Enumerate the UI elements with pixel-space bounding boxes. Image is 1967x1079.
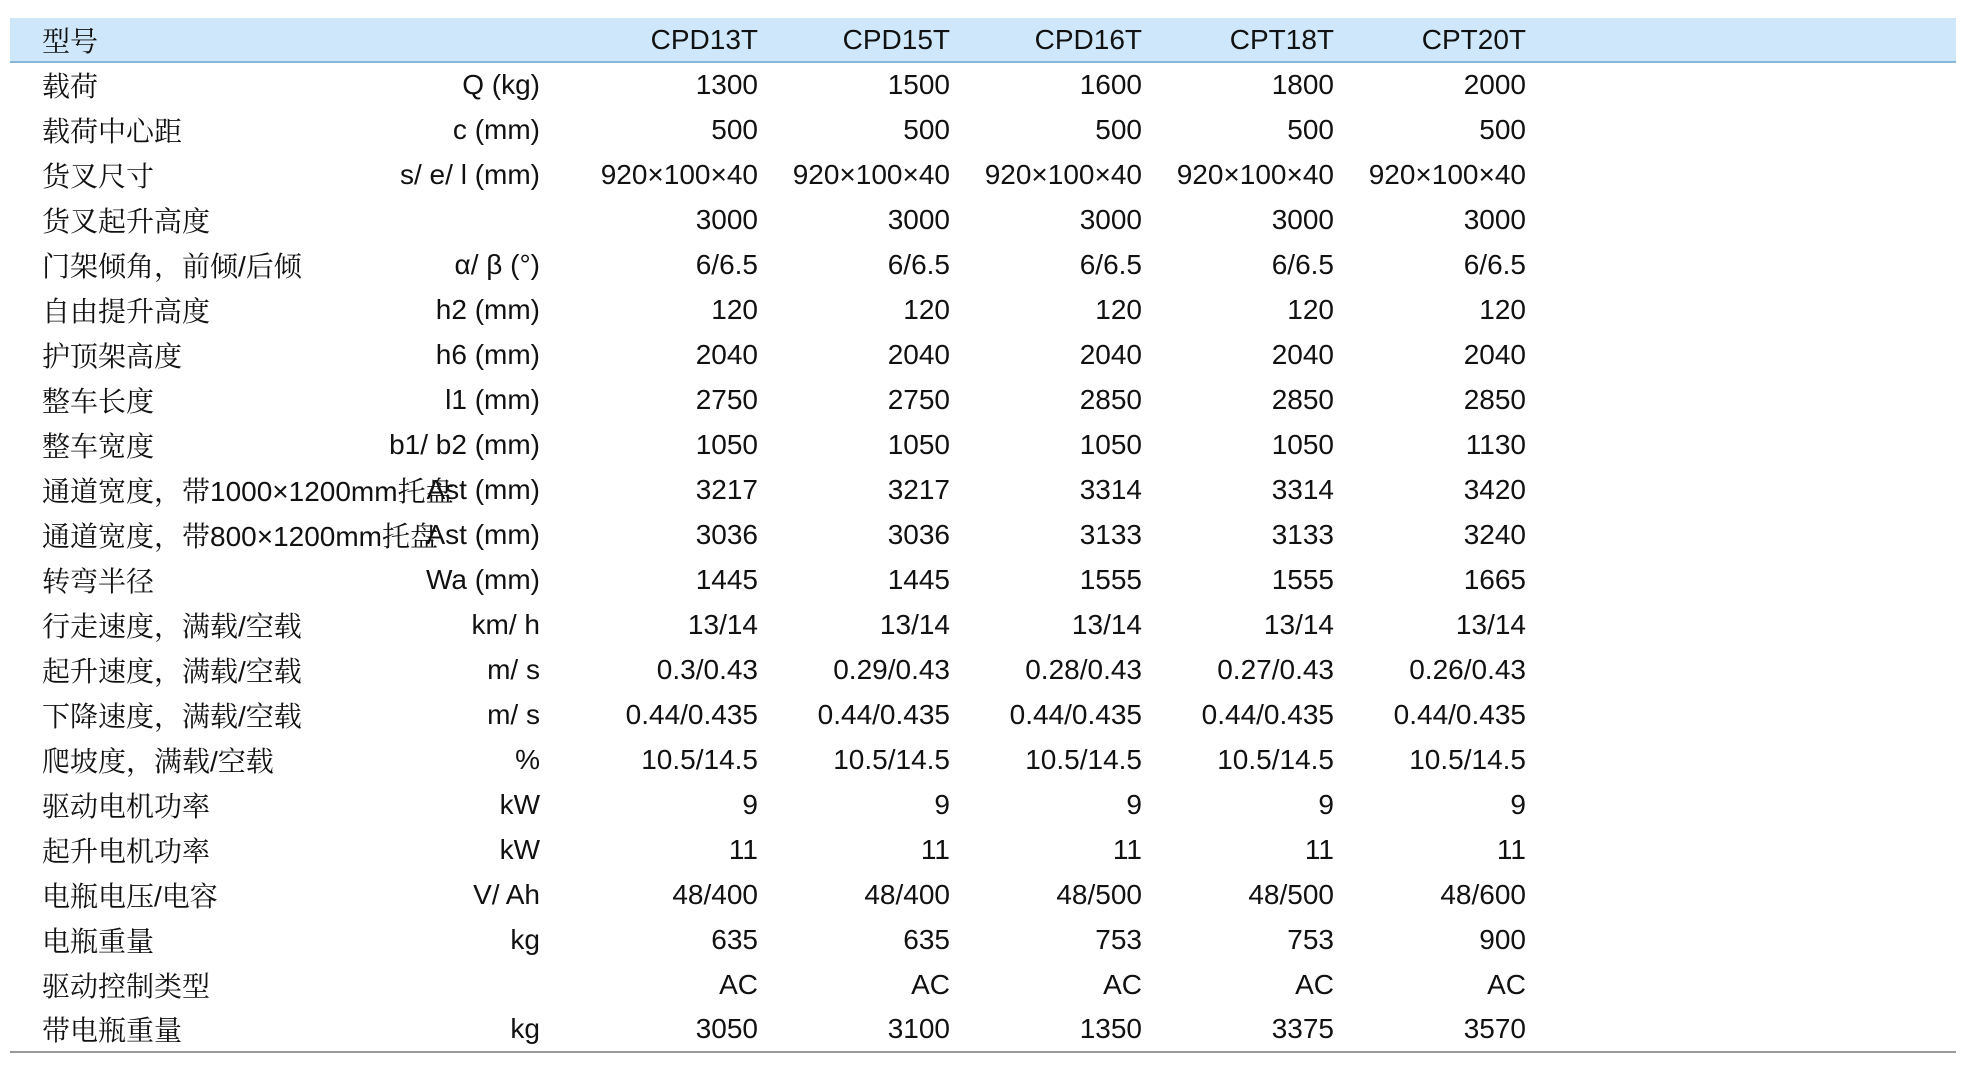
spec-value: 3217 xyxy=(695,473,758,505)
spec-unit: % xyxy=(515,743,540,775)
spec-name: 门架倾角，前倾/后倾 xyxy=(42,250,302,282)
spec-unit: α/ β (°) xyxy=(454,248,540,280)
spec-value: 500 xyxy=(1479,113,1526,145)
spec-unit: kg xyxy=(384,1007,544,1052)
spec-unit xyxy=(384,962,544,1007)
header-label: 型号 xyxy=(10,18,384,62)
spec-unit: Wa (mm) xyxy=(425,563,540,595)
spec-value: 3000 xyxy=(1271,203,1334,235)
spec-value: AC xyxy=(719,968,758,1000)
spec-value: 1445 xyxy=(695,563,758,595)
spec-value: 920×100×40 xyxy=(984,158,1142,190)
spec-value: 9 xyxy=(1126,788,1142,820)
table-row xyxy=(10,1007,1956,1052)
spec-value: 48/500 xyxy=(1056,878,1142,910)
table-row xyxy=(10,377,1956,422)
spec-value: 635 xyxy=(903,923,950,955)
table-row xyxy=(10,827,1956,872)
spec-value: 1130 xyxy=(1465,428,1526,460)
table-row xyxy=(10,512,1956,557)
spec-name: 行走速度，满载/空载 xyxy=(42,610,302,642)
spec-value: 1050 xyxy=(887,428,950,460)
table-row xyxy=(10,152,1956,197)
spec-value: 1050 xyxy=(1271,428,1334,460)
spec-value: 1555 xyxy=(1271,563,1334,595)
row-spacer xyxy=(1526,962,1956,1007)
table-row xyxy=(10,332,1956,377)
spec-value: 920×100×40 xyxy=(1176,158,1334,190)
spec-value: 48/500 xyxy=(1248,878,1334,910)
spec-unit: Ast (mm) xyxy=(426,473,540,505)
spec-value: 120 xyxy=(1479,293,1526,325)
spec-value: 13/14 xyxy=(1263,608,1334,640)
spec-value: 3314 xyxy=(1079,473,1142,505)
row-spacer xyxy=(1526,422,1956,467)
table-row xyxy=(10,287,1956,332)
header-unit-cell xyxy=(384,18,544,62)
spec-value: 11 xyxy=(920,833,950,865)
row-spacer xyxy=(1526,647,1956,692)
spec-name: 护顶架高度 xyxy=(42,340,183,372)
spec-value: 11 xyxy=(1496,833,1526,865)
spec-unit: V/ Ah xyxy=(473,878,540,910)
spec-name: 载荷 xyxy=(42,71,99,102)
spec-value: 10.5/14.5 xyxy=(1217,743,1334,775)
spec-value: 3000 xyxy=(1079,203,1142,235)
table-row xyxy=(10,647,1956,692)
model-header: CPT20T xyxy=(1334,18,1526,62)
spec-value: 3133 xyxy=(1079,518,1142,550)
spec-value: 13/14 xyxy=(879,608,950,640)
table-row xyxy=(10,872,1956,917)
spec-unit: Ast (mm) xyxy=(426,518,540,550)
spec-name: 通道宽度，带1000×1200mm托盘 xyxy=(42,475,454,507)
spec-value: 6/6.5 xyxy=(1463,248,1526,280)
spec-name: 电瓶电压/电容 xyxy=(42,880,218,912)
row-spacer xyxy=(1526,692,1956,737)
row-spacer xyxy=(1526,107,1956,152)
spec-value: 120 xyxy=(1095,293,1142,325)
spec-value: 1050 xyxy=(695,428,758,460)
spec-unit: Q (kg) xyxy=(462,69,540,100)
spec-value: 1050 xyxy=(1079,428,1142,460)
spec-value: 120 xyxy=(711,293,758,325)
spec-value: 9 xyxy=(1510,788,1526,820)
spec-unit: m/ s xyxy=(487,653,540,685)
spec-value: 0.29/0.43 xyxy=(833,653,950,685)
spec-value: 0.44/0.435 xyxy=(817,698,950,730)
spec-value: 500 xyxy=(1095,113,1142,145)
spec-value: 9 xyxy=(934,788,950,820)
spec-value: 0.44/0.435 xyxy=(1009,698,1142,730)
spec-value: 2040 xyxy=(1079,338,1142,370)
table-row xyxy=(10,62,1956,107)
spec-value: AC xyxy=(1487,968,1526,1000)
spec-name: 起升速度，满载/空载 xyxy=(42,655,302,687)
row-spacer xyxy=(1526,782,1956,827)
spec-unit: l1 (mm) xyxy=(445,383,540,415)
header-spacer xyxy=(1526,18,1956,62)
model-header: CPD13T xyxy=(544,18,758,62)
table-row xyxy=(10,242,1956,287)
model-header: CPD16T xyxy=(950,18,1142,62)
table-row xyxy=(10,557,1956,602)
spec-name: 货叉尺寸 xyxy=(42,160,155,192)
spec-value: 3000 xyxy=(887,203,950,235)
row-spacer xyxy=(1526,197,1956,242)
spec-value: 120 xyxy=(1287,293,1334,325)
spec-value: 10.5/14.5 xyxy=(1409,743,1526,775)
spec-value: 3000 xyxy=(695,203,758,235)
row-spacer xyxy=(1526,917,1956,962)
spec-value: 753 xyxy=(1095,923,1142,955)
spec-value: 120 xyxy=(903,293,950,325)
spec-value: 6/6.5 xyxy=(695,248,758,280)
table-row xyxy=(10,962,1956,1007)
spec-value: 48/400 xyxy=(864,878,950,910)
spec-value: 13/14 xyxy=(1071,608,1142,640)
spec-value: 10.5/14.5 xyxy=(833,743,950,775)
spec-value: 3036 xyxy=(887,518,950,550)
row-spacer xyxy=(1526,737,1956,782)
row-spacer xyxy=(1526,152,1956,197)
spec-name: 下降速度，满载/空载 xyxy=(42,700,302,732)
spec-unit: c (mm) xyxy=(452,113,540,145)
spec-name: 货叉起升高度 xyxy=(42,205,211,237)
spec-name: 通道宽度，带800×1200mm托盘 xyxy=(42,520,439,552)
spec-name: 载荷中心距 xyxy=(42,115,183,147)
spec-value: 1500 xyxy=(887,69,950,100)
table-row xyxy=(10,107,1956,152)
row-spacer xyxy=(1526,377,1956,422)
model-header: CPT18T xyxy=(1142,18,1334,62)
spec-value: AC xyxy=(911,968,950,1000)
spec-value: 920×100×40 xyxy=(600,158,758,190)
table-body xyxy=(10,62,1956,1052)
table-row xyxy=(10,737,1956,782)
spec-value: 2040 xyxy=(695,338,758,370)
spec-unit: s/ e/ l (mm) xyxy=(400,158,540,190)
spec-value: 2040 xyxy=(1271,338,1334,370)
spec-value: 0.28/0.43 xyxy=(1025,653,1142,685)
spec-value: 3375 xyxy=(1142,1007,1334,1052)
row-spacer xyxy=(1526,827,1956,872)
row-spacer xyxy=(1526,557,1956,602)
spec-value: 2750 xyxy=(887,383,950,415)
table-row xyxy=(10,917,1956,962)
spec-value: 2040 xyxy=(887,338,950,370)
row-spacer xyxy=(1526,872,1956,917)
spec-value: 6/6.5 xyxy=(1079,248,1142,280)
spec-name: 转弯半径 xyxy=(42,565,155,597)
row-spacer xyxy=(1526,287,1956,332)
header-row xyxy=(10,18,1956,62)
spec-name: 驱动控制类型 xyxy=(42,970,211,1002)
spec-value: 0.44/0.435 xyxy=(625,698,758,730)
spec-value: 13/14 xyxy=(687,608,758,640)
spec-value: 753 xyxy=(1287,923,1334,955)
spec-value: 900 xyxy=(1479,923,1526,955)
spec-value: 500 xyxy=(711,113,758,145)
spec-unit: kW xyxy=(499,833,540,865)
spec-value: 1350 xyxy=(950,1007,1142,1052)
spec-value: 10.5/14.5 xyxy=(641,743,758,775)
spec-value: 3133 xyxy=(1271,518,1334,550)
row-spacer xyxy=(1526,467,1956,512)
spec-value: 2000 xyxy=(1463,69,1526,100)
spec-value: 2850 xyxy=(1079,383,1142,415)
spec-value: 2850 xyxy=(1271,383,1334,415)
spec-name: 起升电机功率 xyxy=(42,835,211,867)
spec-value: 920×100×40 xyxy=(792,158,950,190)
spec-value: 500 xyxy=(1287,113,1334,145)
spec-value: 11 xyxy=(1304,833,1334,865)
spec-value: 11 xyxy=(1112,833,1142,865)
row-spacer xyxy=(1526,602,1956,647)
spec-unit xyxy=(384,197,544,242)
spec-value: 10.5/14.5 xyxy=(1025,743,1142,775)
table-row xyxy=(10,467,1956,512)
spec-value: 3240 xyxy=(1463,518,1526,550)
spec-value: AC xyxy=(1103,968,1142,1000)
spec-value: 1665 xyxy=(1463,563,1526,595)
table-header xyxy=(10,18,1956,62)
row-spacer xyxy=(1526,62,1956,107)
table-row xyxy=(10,602,1956,647)
spec-unit: m/ s xyxy=(487,698,540,730)
spec-value: 3217 xyxy=(887,473,950,505)
spec-unit: h2 (mm) xyxy=(435,293,540,325)
spec-name: 带电瓶重量 xyxy=(10,1007,384,1052)
spec-value: 635 xyxy=(711,923,758,955)
row-spacer xyxy=(1526,1007,1956,1052)
spec-value: 6/6.5 xyxy=(887,248,950,280)
spec-table xyxy=(10,18,1956,1053)
spec-unit: h6 (mm) xyxy=(435,338,540,370)
spec-value: 0.44/0.435 xyxy=(1393,698,1526,730)
spec-value: 3100 xyxy=(758,1007,950,1052)
spec-name: 爬坡度，满载/空载 xyxy=(42,745,274,777)
spec-value: 48/400 xyxy=(672,878,758,910)
spec-value: 3314 xyxy=(1271,473,1334,505)
spec-value: 3420 xyxy=(1463,473,1526,505)
spec-value: 13/14 xyxy=(1455,608,1526,640)
spec-value: 1445 xyxy=(887,563,950,595)
spec-value: 2850 xyxy=(1463,383,1526,415)
spec-value: 3050 xyxy=(544,1007,758,1052)
spec-value: 920×100×40 xyxy=(1368,158,1526,190)
model-header: CPD15T xyxy=(758,18,950,62)
table-row xyxy=(10,692,1956,737)
row-spacer xyxy=(1526,242,1956,287)
spec-value: 2750 xyxy=(695,383,758,415)
spec-value: 3036 xyxy=(695,518,758,550)
spec-name: 自由提升高度 xyxy=(42,295,211,327)
spec-value: AC xyxy=(1295,968,1334,1000)
spec-unit: km/ h xyxy=(471,608,540,640)
table-row xyxy=(10,782,1956,827)
spec-name: 驱动电机功率 xyxy=(42,790,211,822)
spec-value: 48/600 xyxy=(1440,878,1526,910)
spec-value: 6/6.5 xyxy=(1271,248,1334,280)
spec-value: 1300 xyxy=(695,69,758,100)
spec-value: 2040 xyxy=(1463,338,1526,370)
spec-value: 0.3/0.43 xyxy=(656,653,758,685)
table-row xyxy=(10,197,1956,242)
spec-value: 9 xyxy=(1318,788,1334,820)
spec-unit: kg xyxy=(510,923,540,955)
row-spacer xyxy=(1526,512,1956,557)
row-spacer xyxy=(1526,332,1956,377)
spec-value: 1600 xyxy=(1079,69,1142,100)
spec-unit: b1/ b2 (mm) xyxy=(389,428,540,460)
spec-name: 整车宽度 xyxy=(42,430,155,462)
spec-value: 500 xyxy=(903,113,950,145)
spec-value: 0.26/0.43 xyxy=(1409,653,1526,685)
spec-name: 电瓶重量 xyxy=(42,925,155,957)
spec-value: 3570 xyxy=(1334,1007,1526,1052)
spec-value: 3000 xyxy=(1463,203,1526,235)
spec-value: 0.27/0.43 xyxy=(1217,653,1334,685)
spec-unit: kW xyxy=(499,788,540,820)
spec-value: 1555 xyxy=(1079,563,1142,595)
table-row xyxy=(10,422,1956,467)
spec-value: 1800 xyxy=(1271,69,1334,100)
spec-value: 11 xyxy=(728,833,758,865)
spec-value: 9 xyxy=(742,788,758,820)
spec-value: 0.44/0.435 xyxy=(1201,698,1334,730)
spec-name: 整车长度 xyxy=(42,385,155,417)
